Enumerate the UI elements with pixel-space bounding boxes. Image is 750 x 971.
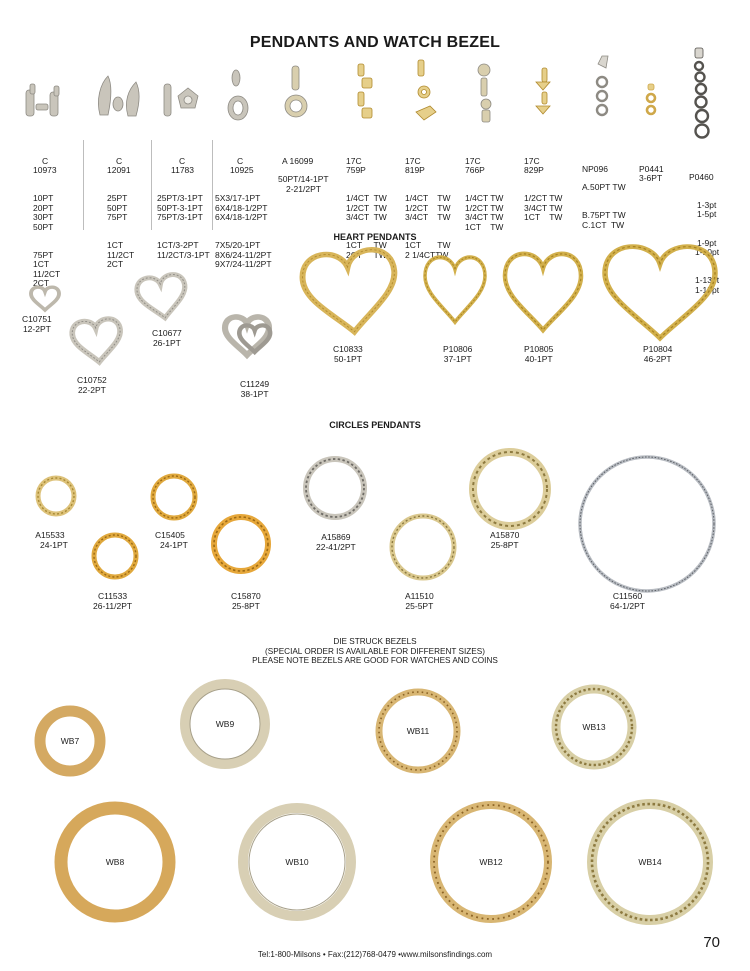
bail-label-p0441: P0441 3-6PT xyxy=(639,163,664,184)
page-title: PENDANTS AND WATCH BEZEL xyxy=(249,34,501,51)
bail-label-759p: 17C 759P 1/4CT TW 1/2CT TW 3/4CT TW 1CT TW 2CT TW xyxy=(346,155,387,260)
bezel-wb8-image xyxy=(61,808,169,916)
heart-caption-p10805: P10805 40-1PT xyxy=(524,344,554,364)
circle-caption-a15869: A15869 22-41/2PT xyxy=(316,532,356,552)
bezel-wb10-image xyxy=(243,808,351,916)
footer-contact: Tel:1-800-Milsons • Fax:(212)768-0479 •www.milsonsfindings.com xyxy=(257,950,493,959)
bail-label-p0460: P0460 1-3pt 1-5pt 1-9pt 1-10pt 1-13pt 1-15pt xyxy=(689,171,720,295)
bezel-wb8-label: WB8 xyxy=(105,857,125,867)
bail-label-np096: NP096 A.50PT TW B.75PT TW C.1CT TW xyxy=(582,163,626,230)
heart-caption-c10752: C10752 22-2PT xyxy=(77,375,107,395)
circle-caption-c11560: C11560 64-1/2PT xyxy=(610,591,645,611)
bezel-wb14-image xyxy=(592,804,708,920)
bezel-wb13-label: WB13 xyxy=(582,722,606,732)
bezel-wb12-label: WB12 xyxy=(479,857,503,867)
heart-caption-c10751: C10751 12-2PT xyxy=(22,314,52,334)
bail-label-11783: C 11783 25PT/3-1PT 50PT-3-1PT 75PT/3-1PT 1CT/3-2PT 11/2CT/3-1PT xyxy=(157,155,210,260)
bail-label-829p: 17C 829P 1/2CT TW 3/4CT TW 1CT TW xyxy=(524,155,563,223)
heart-caption-c10677: C10677 26-1PT xyxy=(152,328,182,348)
heart-caption-p10806: P10806 37-1PT xyxy=(443,344,473,364)
bezel-section-title: DIE STRUCK BEZELS xyxy=(333,637,417,646)
bezel-wb11-image xyxy=(379,692,457,770)
bezel-wb9-label: WB9 xyxy=(215,719,235,729)
bezel-wb9-image xyxy=(185,684,265,764)
circle-caption-a15870: A15870 25-8PT xyxy=(490,530,520,550)
bail-label-819p: 17C 819P 1/4CT TW 1/2CT TW 3/4CT TW 1CT TW 2 1/4CTTW xyxy=(405,155,451,260)
bail-label-10925: C 10925 5X3/17-1PT 6X4/18-1/2PT 6X4/18-1/2PT 7X5/20-1PT 8X6/24-11/2PT 9X7/24-11/2PT xyxy=(215,155,272,270)
bezel-wb10-label: WB10 xyxy=(285,857,309,867)
bezel-wb12-image xyxy=(434,805,548,919)
circle-section-title: CIRCLES PENDANTS xyxy=(329,420,421,430)
bezel-wb11-label: WB11 xyxy=(406,726,430,736)
bail-label-10973: C 10973 10PT 20PT 30PT 50PT 75PT 1CT 11/2CT 2CT xyxy=(33,155,61,289)
circle-caption-a15533: A15533 24-1PT xyxy=(35,530,68,550)
circle-caption-c15870: C15870 25-8PT xyxy=(231,591,261,611)
bail-label-766p: 17C 766P 1/4CT TW 1/2CT TW 3/4CT TW 1CT TW xyxy=(465,155,504,232)
bezel-wb14-label: WB14 xyxy=(638,857,662,867)
circle-caption-c11533: C11533 26-11/2PT xyxy=(93,591,133,611)
bail-label-12091: C 12091 25PT 50PT 75PT 1CT 11/2CT 2CT xyxy=(107,155,135,270)
bezel-wb7-label: WB7 xyxy=(60,736,80,746)
circle-caption-a11510: A11510 25-5PT xyxy=(405,591,434,611)
heart-caption-p10804: P10804 46-2PT xyxy=(643,344,673,364)
heart-caption-c10833: C10833 50-1PT xyxy=(333,344,363,364)
page-number: 70 xyxy=(703,934,720,951)
heart-caption-c11249: C11249 38-1PT xyxy=(240,379,270,399)
bezel-wb7-image xyxy=(40,711,100,771)
bezel-section-note: DIE STRUCK BEZELS (SPECIAL ORDER IS AVAILABLE FOR DIFFERENT SIZES) PLEASE NOTE BEZELS ARE GOOD FOR WATCHES AND COINS xyxy=(0,637,750,666)
heart-section-title: HEART PENDANTS xyxy=(333,232,417,242)
circle-caption-c15405: C15405 24-1PT xyxy=(155,530,188,550)
bezel-wb13-image xyxy=(556,689,632,765)
bail-label-16099: A 16099 50PT/14-1PT 2-21/2PT xyxy=(278,155,329,194)
